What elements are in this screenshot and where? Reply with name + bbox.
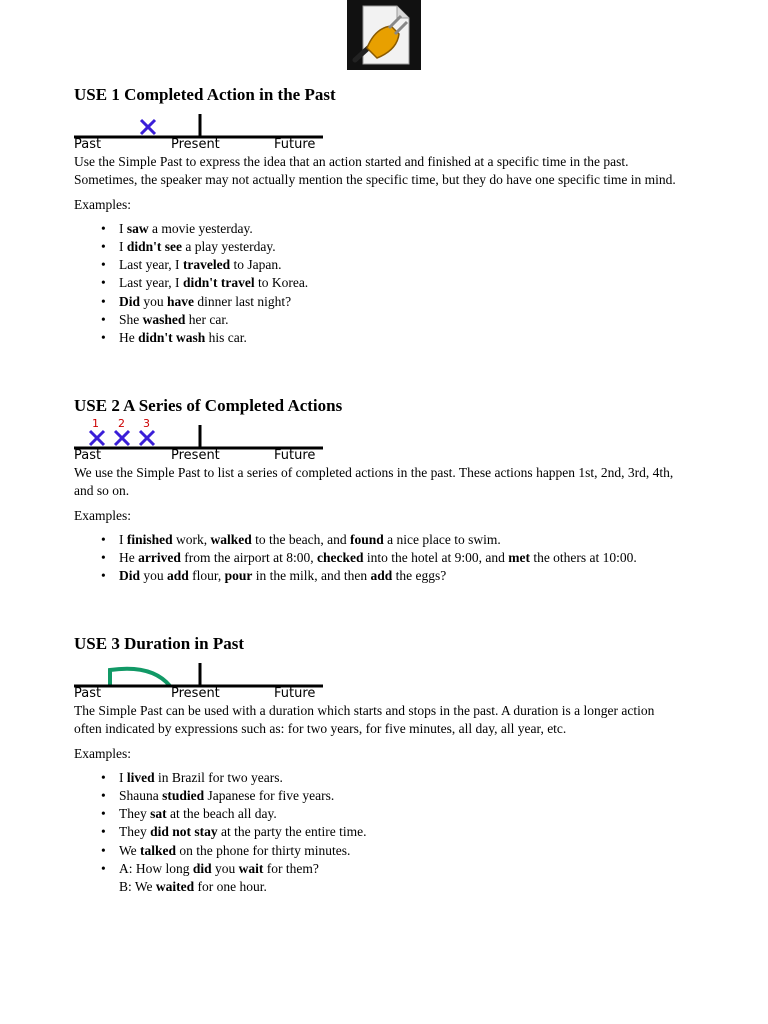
example-verb: studied (162, 787, 205, 803)
marker-number: 2 (118, 417, 125, 430)
use3-description: The Simple Past can be used with a duration which starts and stops in the past. A duration is a longer action often indicated by expressions such as: for two years, for five minutes, all day, all year, etc. (74, 703, 655, 736)
use2-examples-label: Examples: (74, 508, 131, 523)
example-verb: talked (140, 842, 177, 858)
use3-section (74, 634, 684, 897)
use1-title: USE 1 Completed Action in the Past (74, 85, 336, 104)
use2-title: USE 2 A Series of Completed Actions (74, 396, 343, 415)
example-verb: checked (316, 549, 364, 565)
past-label: Past (74, 137, 102, 152)
example-item: • I lived in Brazil for two years. (119, 769, 684, 787)
past-label: Past (74, 686, 102, 701)
action-x-marker (141, 120, 155, 134)
example-verb: arrived (138, 549, 181, 565)
use2-timeline (74, 417, 334, 464)
example-verb: add (167, 568, 189, 584)
example-verb: lived (126, 769, 155, 785)
example-item: • Did you have dinner last night? (119, 293, 684, 311)
plug-document-icon (347, 0, 421, 70)
use1-examples-list (74, 220, 684, 348)
example-item: • A: How long did you wait for them? B: We waited for one hour. (119, 860, 684, 897)
future-label: Future (274, 686, 316, 701)
example-item: • Last year, I didn't travel to Korea. (119, 274, 684, 292)
use3-examples-label: Examples: (74, 746, 131, 761)
example-item: • We talked on the phone for thirty minutes. (119, 842, 684, 860)
use1-examples-label: Examples: (74, 197, 131, 212)
example-verb: Did (119, 293, 141, 309)
example-verb: pour (224, 568, 253, 584)
example-verb: wait (238, 860, 264, 876)
example-item: • He didn't wash his car. (119, 329, 684, 347)
use3-examples-list (74, 769, 684, 897)
use3-timeline (74, 660, 334, 702)
example-verb: didn't wash (138, 330, 206, 346)
example-verb: did (192, 860, 212, 876)
example-verb: did not stay (150, 824, 218, 840)
example-verb: washed (142, 311, 186, 327)
past-label: Past (74, 448, 102, 463)
example-item: • They did not stay at the party the entire time. (119, 823, 684, 841)
example-verb: saw (126, 220, 149, 236)
example-item: • He arrived from the airport at 8:00, checked into the hotel at 9:00, and met the others at 10:00. (119, 549, 684, 567)
example-item: • I finished work, walked to the beach, and found a nice place to swim. (119, 531, 684, 549)
present-label: Present (171, 686, 220, 701)
use1-timeline (74, 111, 334, 153)
example-verb: didn't see (126, 238, 183, 254)
marker-number: 1 (92, 417, 99, 430)
example-verb: traveled (182, 257, 231, 273)
example-item: • I saw a movie yesterday. (119, 220, 684, 238)
example-verb: found (350, 531, 384, 547)
example-verb: walked (210, 531, 252, 547)
present-label: Present (171, 137, 220, 152)
example-item: • She washed her car. (119, 311, 684, 329)
use2-description: We use the Simple Past to list a series of completed actions in the past. These actions happen 1st, 2nd, 3rd, 4th, and so on. (74, 465, 674, 498)
example-item: • Did you add flour, pour in the milk, and then add the eggs? (119, 567, 684, 585)
example-verb: sat (150, 806, 167, 822)
example-verb: add (370, 568, 393, 584)
action-x-marker (140, 431, 154, 445)
marker-number: 3 (143, 417, 150, 430)
action-x-marker (115, 431, 129, 445)
example-verb: didn't travel (182, 275, 255, 291)
duration-arc (110, 669, 170, 686)
future-label: Future (274, 448, 316, 463)
example-item: • Shauna studied Japanese for five years. (119, 787, 684, 805)
use2-examples-list (74, 531, 684, 586)
use1-description: Use the Simple Past to express the idea that an action started and finished at a specific time in the past. Sometimes, the speaker may not actually mention the specific time, but they do have one specific time in mind. (74, 154, 676, 187)
action-x-marker (90, 431, 104, 445)
example-verb: Did (119, 568, 141, 584)
use1-section (74, 85, 684, 348)
use3-title: USE 3 Duration in Past (74, 634, 245, 653)
example-item: • Last year, I traveled to Japan. (119, 256, 684, 274)
example-item: • I didn't see a play yesterday. (119, 238, 684, 256)
present-label: Present (171, 448, 220, 463)
use2-section (74, 396, 684, 585)
example-verb: finished (126, 531, 173, 547)
example-verb: waited (155, 879, 195, 895)
example-verb: have (167, 293, 195, 309)
example-item: • They sat at the beach all day. (119, 805, 684, 823)
future-label: Future (274, 137, 316, 152)
example-verb: met (508, 549, 530, 565)
